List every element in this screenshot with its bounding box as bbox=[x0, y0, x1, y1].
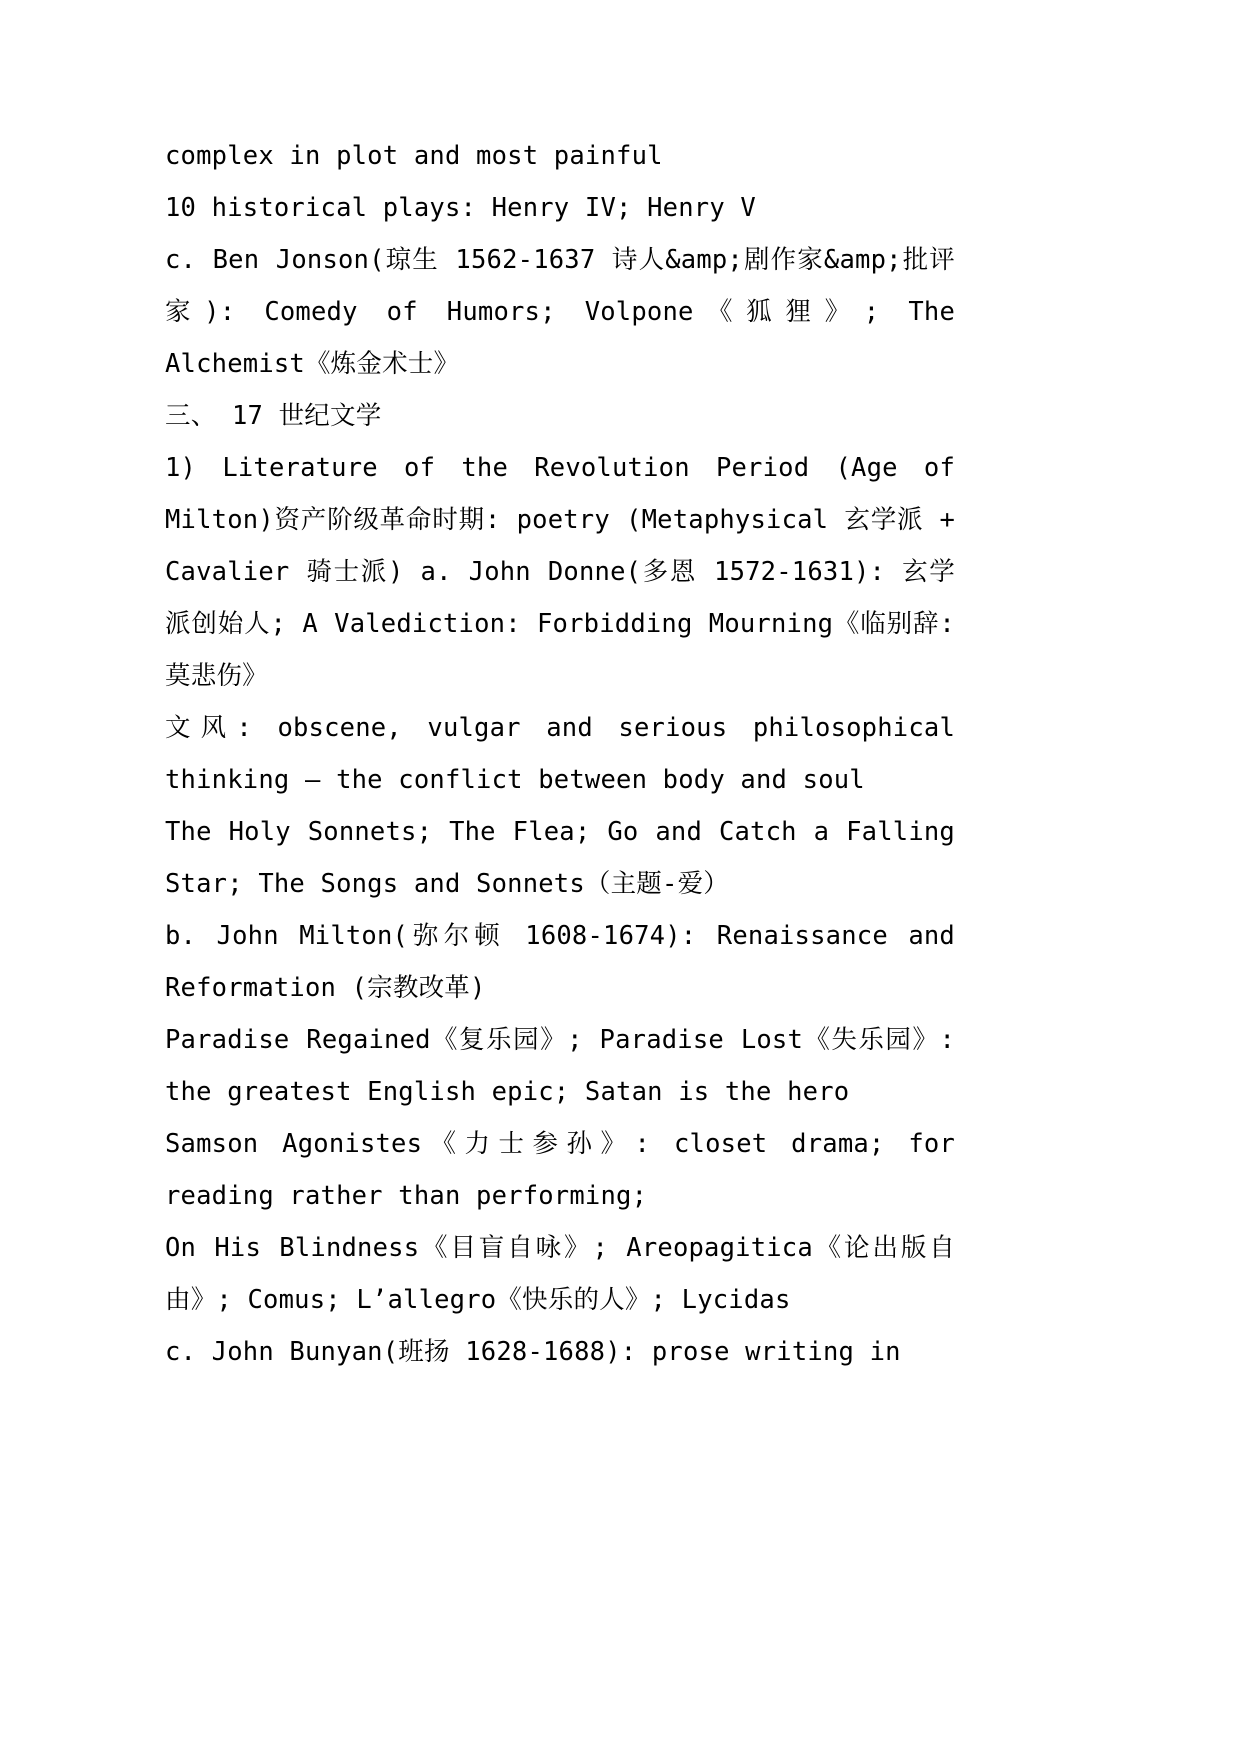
paragraph-paradise: Paradise Regained《复乐园》; Paradise Lost《失乐园》: the greatest English epic; Satan is the hero bbox=[165, 1025, 955, 1107]
paragraph-samson: Samson Agonistes《力士参孙》: closet drama; for reading rather than performing; bbox=[165, 1129, 955, 1211]
document-body bbox=[165, 130, 955, 1378]
paragraph-blindness: On His Blindness《目盲自咏》; Areopagitica《论出版自由》; Comus; L’allegro《快乐的人》; Lycidas bbox=[165, 1233, 955, 1315]
paragraph-holy-sonnets: The Holy Sonnets; The Flea; Go and Catch a Falling Star; The Songs and Sonnets（主题-爱） bbox=[165, 817, 955, 899]
paragraph-section-three: 三、 17 世纪文学 bbox=[165, 401, 382, 431]
paragraph-style: 文风: obscene, vulgar and serious philosophical thinking – the conflict between body and soul bbox=[165, 713, 955, 795]
paragraph-revolution-period: 1) Literature of the Revolution Period (Age of Milton)资产阶级革命时期: poetry (Metaphysical 玄学派 + Cavalier 骑士派) a. John Donne(多恩 1572-1631): 玄学派创始人; A Valediction: Forbidding Mourning《临别辞:莫悲伤》 bbox=[165, 453, 955, 691]
paragraph-john-milton: b. John Milton(弥尔顿 1608-1674): Renaissance and Reformation (宗教改革) bbox=[165, 921, 955, 1003]
paragraph-ben-jonson: c. Ben Jonson(琼生 1562-1637 诗人&amp;剧作家&amp;批评家): Comedy of Humors; Volpone《狐狸》; The Alchemist《炼金术士》 bbox=[165, 245, 955, 379]
paragraph-historical-plays: 10 historical plays: Henry IV; Henry V bbox=[165, 193, 756, 223]
paragraph-john-bunyan: c. John Bunyan(班扬 1628-1688): prose writing in bbox=[165, 1337, 901, 1367]
paragraph-complex-plot: complex in plot and most painful bbox=[165, 141, 663, 171]
